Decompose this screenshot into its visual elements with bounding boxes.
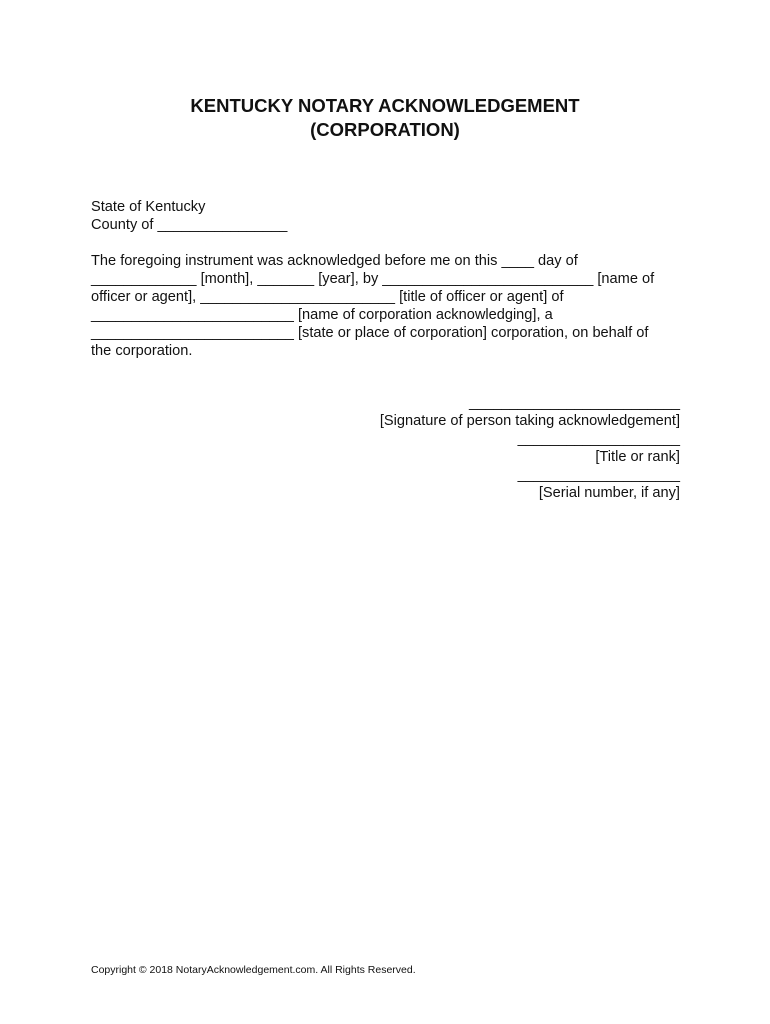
title-label: [Title or rank] [595, 449, 680, 465]
state-line: State of Kentucky [91, 199, 206, 215]
body-line-3: officer or agent], ________________________ [title of officer or agent] of [91, 289, 564, 305]
body-line-6: the corporation. [91, 343, 193, 359]
body-line-2: _____________ [month], _______ [year], by __________________________ [name of [91, 271, 655, 287]
signature-underline: __________________________ [468, 395, 680, 411]
document-title-line-1: KENTUCKY NOTARY ACKNOWLEDGEMENT [190, 95, 580, 116]
document-title-line-2: (CORPORATION) [310, 119, 460, 140]
title-underline: ____________________ [517, 431, 680, 447]
signature-label: [Signature of person taking acknowledgement] [379, 413, 680, 429]
copyright-footer: Copyright © 2018 NotaryAcknowledgement.com. All Rights Reserved. [91, 964, 416, 976]
serial-label: [Serial number, if any] [538, 485, 680, 501]
county-line: County of ________________ [91, 217, 288, 233]
body-line-1: The foregoing instrument was acknowledged before me on this ____ day of [91, 253, 578, 269]
serial-underline: ____________________ [517, 467, 680, 483]
body-line-4: _________________________ [name of corporation acknowledging], a [91, 307, 553, 323]
body-line-5: _________________________ [state or place of corporation] corporation, on behalf of [91, 325, 649, 341]
